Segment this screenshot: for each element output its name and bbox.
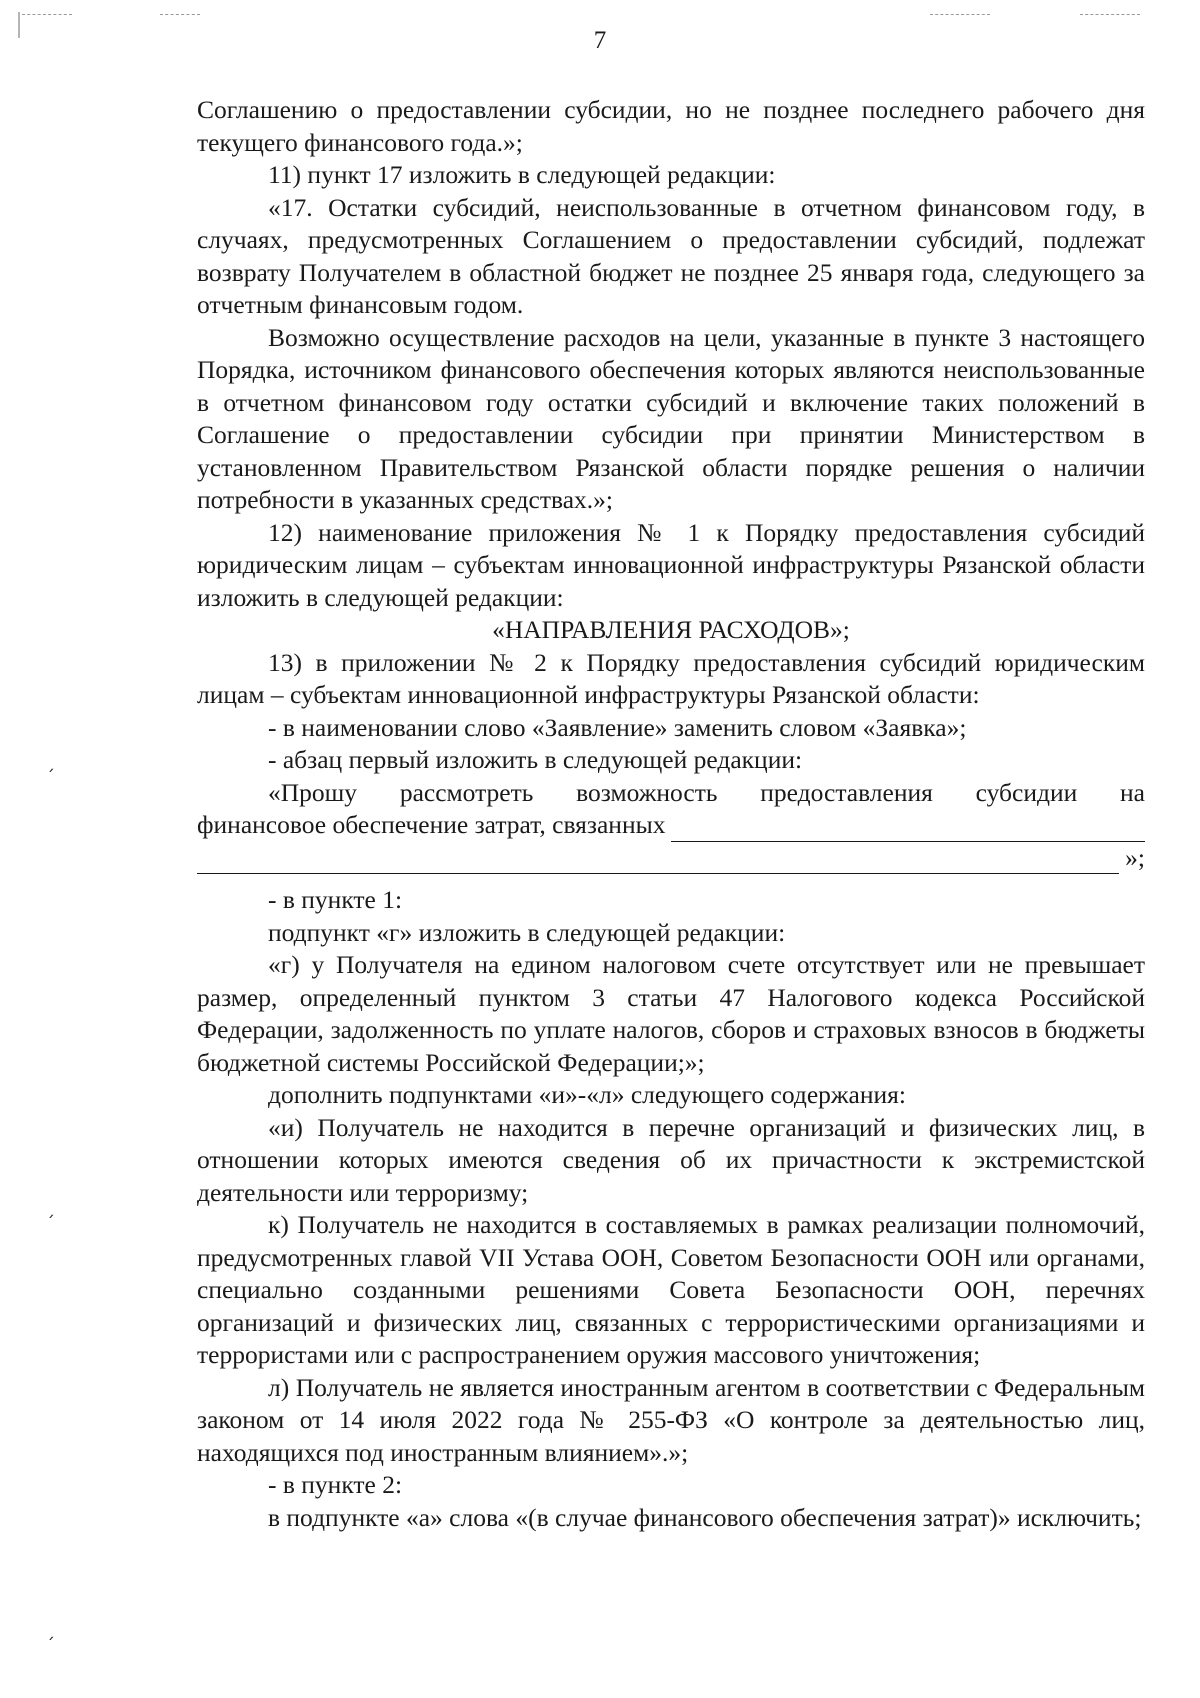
paragraph: к) Получатель не находится в составляемых в рамках реализации полномочий, предусмотренных главой VII Устава ООН, Советом Безопасности ООН или органами, специально созданными решениями Совета Безопасности ООН, перечнях организаций и физических лиц, связанных с террористическими организациями и террористами или с распространением оружия массового уничтожения; xyxy=(197,1210,1145,1369)
fill-in-row xyxy=(197,842,1145,875)
section-heading: «НАПРАВЛЕНИЯ РАСХОДОВ»; xyxy=(492,615,850,644)
document-body xyxy=(197,94,1145,1534)
fill-in-blank xyxy=(197,847,1119,874)
paragraph: дополнить подпунктами «и»-«л» следующего содержания: xyxy=(268,1080,906,1109)
paragraph: л) Получатель не является иностранным агентом в соответствии с Федеральным законом от 14 июля 2022 года № 255-ФЗ «О контроле за деятельностью лиц, находящихся под иностранным влиянием».»; xyxy=(197,1372,1145,1467)
fill-in-closing: »; xyxy=(1125,842,1145,872)
fill-in-label: финансовое обеспечение затрат, связанных xyxy=(197,810,666,839)
paragraph: «и) Получатель не находится в перечне организаций и физических лиц, в отношении которых имеются сведения об их причастности к экстремистской деятельности или терроризму; xyxy=(197,1112,1145,1207)
paragraph: - в наименовании слово «Заявление» заменить словом «Заявка»; xyxy=(268,712,967,742)
paragraph: 13) в приложении № 2 к Порядку предоставления субсидий юридическим лицам – субъектам инновационной инфраструктуры Рязанской области: xyxy=(197,647,1145,709)
paragraph: «Прошу рассмотреть возможность предоставления субсидии на xyxy=(268,777,1145,807)
scan-edge-mark xyxy=(930,14,990,15)
fill-in-blank xyxy=(671,815,1145,842)
margin-mark: ˏ xyxy=(46,752,55,773)
paragraph: 12) наименование приложения № 1 к Порядку предоставления субсидий юридическим лицам – субъектам инновационной инфраструктуры Рязанской области изложить в следующей редакции: xyxy=(197,517,1145,612)
scan-edge-mark xyxy=(1080,14,1140,15)
margin-mark: ˏ xyxy=(46,1620,55,1641)
paragraph: подпункт «г» изложить в следующей редакции: xyxy=(268,917,786,947)
margin-mark: ˏ xyxy=(46,1198,55,1219)
page-number: 7 xyxy=(593,27,607,54)
paragraph: «17. Остатки субсидий, неиспользованные в отчетном финансовом году, в случаях, предусмотренных Соглашением о предоставлении субсидий, подлежат возврату Получателем в областной бюджет не позднее 25 января года, следующего за отчетным финансовым годом. xyxy=(197,192,1145,319)
paragraph: «г) у Получателя на едином налоговом счете отсутствует или не превышает размер, определенный пунктом 3 статьи 47 Налогового кодекса Российской Федерации, задолженность по уплате налогов, сборов и страховых взносов в бюджеты бюджетной системы Российской Федерации;»; xyxy=(197,950,1145,1077)
paragraph: - в пункте 1: xyxy=(268,885,403,914)
paragraph: в подпункте «а» слова «(в случае финансового обеспечения затрат)» исключить; xyxy=(268,1502,1142,1532)
paragraph: - абзац первый изложить в следующей редакции: xyxy=(268,745,803,774)
fill-in-row xyxy=(197,809,1145,842)
scan-edge-mark xyxy=(22,14,72,15)
paragraph: Соглашению о предоставлении субсидии, но не позднее последнего рабочего дня текущего финансового года.»; xyxy=(197,95,1145,157)
paragraph: - в пункте 2: xyxy=(268,1470,403,1499)
paragraph: 11) пункт 17 изложить в следующей редакции: xyxy=(268,160,776,189)
paragraph: Возможно осуществление расходов на цели, указанные в пункте 3 настоящего Порядка, источником финансового обеспечения которых являются неиспользованные в отчетном финансовом году остатки субсидий и включение таких положений в Соглашение о предоставлении субсидии при принятии Министерством в установленном Правительством Рязанской области порядке решения о наличии потребности в указанных средствах.»; xyxy=(197,322,1145,514)
scan-edge-mark xyxy=(160,14,200,15)
